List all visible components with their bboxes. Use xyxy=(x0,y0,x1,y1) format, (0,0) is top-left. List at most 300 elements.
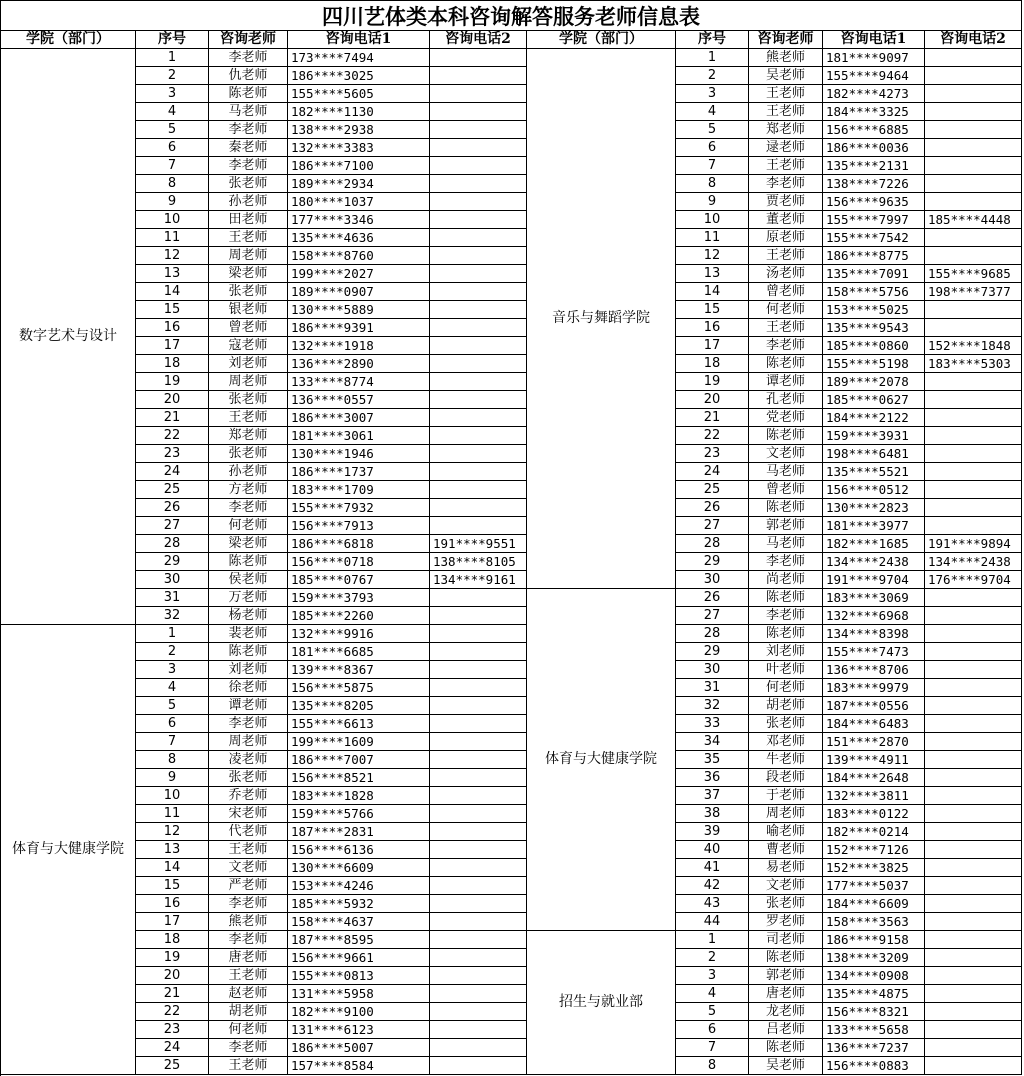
right-phone2-cell: 155****9685 xyxy=(925,265,1022,283)
right-phone2-cell xyxy=(925,967,1022,985)
left-phone2-cell xyxy=(430,823,527,841)
left-index-cell: 5 xyxy=(136,697,209,715)
left-phone2-cell xyxy=(430,301,527,319)
right-teacher-cell: 谭老师 xyxy=(749,373,823,391)
left-index-cell: 16 xyxy=(136,895,209,913)
right-phone1-cell: 133****5658 xyxy=(823,1021,925,1039)
left-index-cell: 16 xyxy=(136,319,209,337)
left-phone1-cell: 130****5889 xyxy=(288,301,430,319)
right-index-cell: 30 xyxy=(676,571,749,589)
right-phone2-cell xyxy=(925,463,1022,481)
left-teacher-cell: 文老师 xyxy=(209,859,288,877)
left-teacher-cell: 周老师 xyxy=(209,373,288,391)
left-phone1-cell: 131****6123 xyxy=(288,1021,430,1039)
left-phone1-cell: 173****7494 xyxy=(288,49,430,67)
left-phone1-cell: 185****2260 xyxy=(288,607,430,625)
left-phone1-header: 咨询电话1 xyxy=(288,31,430,49)
right-phone2-cell xyxy=(925,175,1022,193)
left-teacher-cell: 周老师 xyxy=(209,733,288,751)
left-phone2-cell xyxy=(430,661,527,679)
right-phone1-cell: 135****9543 xyxy=(823,319,925,337)
sheet-title: 四川艺体类本科咨询解答服务老师信息表 xyxy=(0,0,1022,31)
left-index-cell: 17 xyxy=(136,337,209,355)
right-teacher-cell: 王老师 xyxy=(749,103,823,121)
right-phone1-cell: 139****4911 xyxy=(823,751,925,769)
left-phone2-cell xyxy=(430,1021,527,1039)
left-phone1-cell: 186****3007 xyxy=(288,409,430,427)
right-phone2-cell xyxy=(925,877,1022,895)
right-teacher-header: 咨询老师 xyxy=(749,31,823,49)
left-index-cell: 28 xyxy=(136,535,209,553)
left-phone2-cell xyxy=(430,1057,527,1075)
left-phone1-cell: 136****2890 xyxy=(288,355,430,373)
right-index-cell: 29 xyxy=(676,643,749,661)
right-phone2-cell: 191****9894 xyxy=(925,535,1022,553)
left-phone2-cell xyxy=(430,751,527,769)
left-teacher-cell: 王老师 xyxy=(209,1057,288,1075)
left-phone2-cell xyxy=(430,391,527,409)
right-index-cell: 7 xyxy=(676,1039,749,1057)
right-phone2-cell xyxy=(925,157,1022,175)
left-phone2-header: 咨询电话2 xyxy=(430,31,527,49)
right-phone1-cell: 136****8706 xyxy=(823,661,925,679)
right-index-cell: 8 xyxy=(676,1057,749,1075)
left-index-cell: 1 xyxy=(136,49,209,67)
right-phone2-cell xyxy=(925,85,1022,103)
right-phone2-cell xyxy=(925,121,1022,139)
right-teacher-cell: 陈老师 xyxy=(749,427,823,445)
left-teacher-cell: 乔老师 xyxy=(209,787,288,805)
right-phone2-cell xyxy=(925,733,1022,751)
left-index-cell: 6 xyxy=(136,715,209,733)
right-teacher-cell: 党老师 xyxy=(749,409,823,427)
left-dept-cell: 数字艺术与设计 xyxy=(1,49,136,625)
right-phone2-cell xyxy=(925,391,1022,409)
left-index-cell: 24 xyxy=(136,463,209,481)
left-teacher-cell: 李老师 xyxy=(209,715,288,733)
left-index-cell: 32 xyxy=(136,607,209,625)
left-index-cell: 27 xyxy=(136,517,209,535)
left-teacher-cell: 陈老师 xyxy=(209,85,288,103)
right-index-cell: 4 xyxy=(676,985,749,1003)
right-phone1-cell: 186****8775 xyxy=(823,247,925,265)
left-phone2-cell xyxy=(430,247,527,265)
right-index-cell: 33 xyxy=(676,715,749,733)
left-phone1-cell: 186****9391 xyxy=(288,319,430,337)
right-phone1-cell: 181****9097 xyxy=(823,49,925,67)
left-phone2-cell xyxy=(430,805,527,823)
right-phone1-cell: 135****2131 xyxy=(823,157,925,175)
right-teacher-cell: 李老师 xyxy=(749,175,823,193)
left-phone2-cell xyxy=(430,679,527,697)
left-teacher-cell: 侯老师 xyxy=(209,571,288,589)
left-index-cell: 10 xyxy=(136,211,209,229)
left-teacher-cell: 王老师 xyxy=(209,229,288,247)
right-phone1-cell: 184****2648 xyxy=(823,769,925,787)
right-teacher-cell: 张老师 xyxy=(749,715,823,733)
right-phone1-cell: 155****7542 xyxy=(823,229,925,247)
left-index-header: 序号 xyxy=(136,31,209,49)
right-index-cell: 39 xyxy=(676,823,749,841)
left-teacher-cell: 裴老师 xyxy=(209,625,288,643)
right-teacher-cell: 曾老师 xyxy=(749,283,823,301)
right-phone2-cell xyxy=(925,103,1022,121)
right-phone1-cell: 189****2078 xyxy=(823,373,925,391)
right-index-cell: 2 xyxy=(676,67,749,85)
right-index-cell: 29 xyxy=(676,553,749,571)
left-index-cell: 31 xyxy=(136,589,209,607)
right-teacher-cell: 王老师 xyxy=(749,157,823,175)
right-index-cell: 6 xyxy=(676,139,749,157)
left-phone2-cell xyxy=(430,67,527,85)
right-index-cell: 17 xyxy=(676,337,749,355)
right-phone2-cell xyxy=(925,751,1022,769)
left-index-cell: 1 xyxy=(136,625,209,643)
right-phone2-cell xyxy=(925,67,1022,85)
right-index-cell: 3 xyxy=(676,85,749,103)
left-phone2-cell xyxy=(430,697,527,715)
left-teacher-cell: 陈老师 xyxy=(209,553,288,571)
left-phone2-cell xyxy=(430,229,527,247)
right-index-cell: 38 xyxy=(676,805,749,823)
left-teacher-cell: 王老师 xyxy=(209,409,288,427)
left-phone1-cell: 130****1946 xyxy=(288,445,430,463)
right-phone2-cell xyxy=(925,319,1022,337)
left-phone1-cell: 181****6685 xyxy=(288,643,430,661)
left-phone1-cell: 132****1918 xyxy=(288,337,430,355)
right-teacher-cell: 吕老师 xyxy=(749,1021,823,1039)
left-teacher-cell: 谭老师 xyxy=(209,697,288,715)
right-teacher-cell: 汤老师 xyxy=(749,265,823,283)
right-phone1-cell: 156****6885 xyxy=(823,121,925,139)
right-index-cell: 1 xyxy=(676,49,749,67)
left-phone2-cell xyxy=(430,409,527,427)
right-teacher-cell: 陈老师 xyxy=(749,499,823,517)
right-phone2-cell xyxy=(925,679,1022,697)
right-teacher-cell: 董老师 xyxy=(749,211,823,229)
right-index-cell: 12 xyxy=(676,247,749,265)
left-phone1-cell: 182****1130 xyxy=(288,103,430,121)
left-index-cell: 15 xyxy=(136,301,209,319)
left-index-cell: 14 xyxy=(136,859,209,877)
left-phone2-cell xyxy=(430,211,527,229)
right-phone2-cell xyxy=(925,1003,1022,1021)
left-phone2-cell xyxy=(430,283,527,301)
right-index-cell: 7 xyxy=(676,157,749,175)
right-index-cell: 31 xyxy=(676,679,749,697)
right-phone1-cell: 191****9704 xyxy=(823,571,925,589)
left-phone2-cell xyxy=(430,859,527,877)
right-teacher-cell: 原老师 xyxy=(749,229,823,247)
left-phone1-cell: 199****1609 xyxy=(288,733,430,751)
left-teacher-cell: 张老师 xyxy=(209,283,288,301)
right-index-cell: 37 xyxy=(676,787,749,805)
right-teacher-cell: 熊老师 xyxy=(749,49,823,67)
left-index-cell: 23 xyxy=(136,1021,209,1039)
right-index-cell: 13 xyxy=(676,265,749,283)
right-teacher-cell: 孔老师 xyxy=(749,391,823,409)
right-phone2-cell xyxy=(925,1057,1022,1075)
right-phone1-cell: 184****6483 xyxy=(823,715,925,733)
left-phone1-cell: 156****9661 xyxy=(288,949,430,967)
left-index-cell: 24 xyxy=(136,1039,209,1057)
right-index-cell: 15 xyxy=(676,301,749,319)
right-phone1-cell: 158****5756 xyxy=(823,283,925,301)
left-phone2-cell xyxy=(430,319,527,337)
left-teacher-cell: 张老师 xyxy=(209,391,288,409)
right-index-cell: 2 xyxy=(676,949,749,967)
right-teacher-cell: 陈老师 xyxy=(749,355,823,373)
left-phone1-cell: 182****9100 xyxy=(288,1003,430,1021)
left-phone1-cell: 187****8595 xyxy=(288,931,430,949)
left-index-cell: 13 xyxy=(136,841,209,859)
right-teacher-cell: 逯老师 xyxy=(749,139,823,157)
right-phone2-cell xyxy=(925,193,1022,211)
right-teacher-cell: 陈老师 xyxy=(749,589,823,607)
left-index-cell: 19 xyxy=(136,373,209,391)
left-teacher-cell: 王老师 xyxy=(209,841,288,859)
right-teacher-cell: 罗老师 xyxy=(749,913,823,931)
right-phone1-cell: 182****0214 xyxy=(823,823,925,841)
left-phone2-cell xyxy=(430,445,527,463)
left-index-cell: 21 xyxy=(136,409,209,427)
left-phone2-cell xyxy=(430,427,527,445)
left-index-cell: 2 xyxy=(136,67,209,85)
left-teacher-cell: 王老师 xyxy=(209,967,288,985)
left-phone1-cell: 132****9916 xyxy=(288,625,430,643)
left-teacher-cell: 凌老师 xyxy=(209,751,288,769)
left-teacher-cell: 杨老师 xyxy=(209,607,288,625)
left-teacher-cell: 周老师 xyxy=(209,247,288,265)
right-phone1-cell: 158****3563 xyxy=(823,913,925,931)
right-teacher-cell: 周老师 xyxy=(749,805,823,823)
right-dept-cell: 音乐与舞蹈学院 xyxy=(527,49,676,589)
left-teacher-cell: 徐老师 xyxy=(209,679,288,697)
left-phone2-cell xyxy=(430,715,527,733)
right-phone2-cell xyxy=(925,1021,1022,1039)
left-teacher-cell: 张老师 xyxy=(209,175,288,193)
left-phone1-cell: 156****6136 xyxy=(288,841,430,859)
left-phone2-cell xyxy=(430,265,527,283)
right-teacher-cell: 郭老师 xyxy=(749,517,823,535)
left-phone1-cell: 135****4636 xyxy=(288,229,430,247)
right-phone2-cell xyxy=(925,481,1022,499)
right-phone1-cell: 186****9158 xyxy=(823,931,925,949)
left-phone1-cell: 135****8205 xyxy=(288,697,430,715)
left-phone1-cell: 177****3346 xyxy=(288,211,430,229)
right-phone1-cell: 134****0908 xyxy=(823,967,925,985)
left-teacher-cell: 李老师 xyxy=(209,49,288,67)
right-phone2-cell xyxy=(925,895,1022,913)
left-teacher-cell: 李老师 xyxy=(209,895,288,913)
left-index-cell: 8 xyxy=(136,751,209,769)
right-phone2-cell xyxy=(925,859,1022,877)
right-teacher-cell: 郑老师 xyxy=(749,121,823,139)
right-phone2-cell xyxy=(925,697,1022,715)
left-phone2-cell xyxy=(430,193,527,211)
right-index-cell: 14 xyxy=(676,283,749,301)
left-phone2-cell xyxy=(430,121,527,139)
right-phone1-cell: 181****3977 xyxy=(823,517,925,535)
left-phone2-cell xyxy=(430,85,527,103)
right-teacher-cell: 邓老师 xyxy=(749,733,823,751)
left-phone1-cell: 183****1709 xyxy=(288,481,430,499)
left-index-cell: 9 xyxy=(136,769,209,787)
right-teacher-cell: 贾老师 xyxy=(749,193,823,211)
right-index-cell: 5 xyxy=(676,1003,749,1021)
left-teacher-cell: 寇老师 xyxy=(209,337,288,355)
right-phone2-cell xyxy=(925,409,1022,427)
right-teacher-cell: 郭老师 xyxy=(749,967,823,985)
left-phone2-cell xyxy=(430,841,527,859)
right-index-cell: 26 xyxy=(676,589,749,607)
right-index-cell: 28 xyxy=(676,625,749,643)
left-teacher-cell: 仇老师 xyxy=(209,67,288,85)
left-phone2-cell xyxy=(430,355,527,373)
left-phone2-cell xyxy=(430,337,527,355)
right-teacher-cell: 张老师 xyxy=(749,895,823,913)
left-index-cell: 19 xyxy=(136,949,209,967)
right-phone1-cell: 184****3325 xyxy=(823,103,925,121)
right-phone2-cell: 134****2438 xyxy=(925,553,1022,571)
right-index-cell: 19 xyxy=(676,373,749,391)
left-teacher-cell: 张老师 xyxy=(209,769,288,787)
right-phone1-cell: 135****4875 xyxy=(823,985,925,1003)
left-phone1-cell: 139****8367 xyxy=(288,661,430,679)
left-phone2-cell xyxy=(430,1039,527,1057)
right-index-cell: 10 xyxy=(676,211,749,229)
left-index-cell: 4 xyxy=(136,103,209,121)
left-phone1-cell: 181****3061 xyxy=(288,427,430,445)
left-teacher-cell: 刘老师 xyxy=(209,355,288,373)
left-phone2-cell xyxy=(430,589,527,607)
left-teacher-cell: 田老师 xyxy=(209,211,288,229)
left-index-cell: 3 xyxy=(136,85,209,103)
right-teacher-cell: 陈老师 xyxy=(749,1039,823,1057)
left-teacher-cell: 曾老师 xyxy=(209,319,288,337)
right-phone2-cell xyxy=(925,1039,1022,1057)
right-phone1-cell: 135****7091 xyxy=(823,265,925,283)
left-teacher-cell: 唐老师 xyxy=(209,949,288,967)
right-teacher-cell: 易老师 xyxy=(749,859,823,877)
right-phone1-cell: 185****0860 xyxy=(823,337,925,355)
right-index-cell: 21 xyxy=(676,409,749,427)
left-phone1-cell: 133****8774 xyxy=(288,373,430,391)
left-teacher-cell: 赵老师 xyxy=(209,985,288,1003)
right-dept-cell: 招生与就业部 xyxy=(527,931,676,1075)
left-index-cell: 10 xyxy=(136,787,209,805)
right-phone2-cell: 198****7377 xyxy=(925,283,1022,301)
left-phone2-cell xyxy=(430,463,527,481)
left-phone1-cell: 180****1037 xyxy=(288,193,430,211)
right-teacher-cell: 唐老师 xyxy=(749,985,823,1003)
left-phone1-cell: 186****5007 xyxy=(288,1039,430,1057)
left-teacher-cell: 孙老师 xyxy=(209,193,288,211)
right-phone1-cell: 136****7237 xyxy=(823,1039,925,1057)
left-phone1-cell: 130****6609 xyxy=(288,859,430,877)
right-phone2-cell xyxy=(925,499,1022,517)
left-teacher-cell: 马老师 xyxy=(209,103,288,121)
right-phone2-cell xyxy=(925,49,1022,67)
right-index-cell: 18 xyxy=(676,355,749,373)
left-phone1-cell: 153****4246 xyxy=(288,877,430,895)
right-teacher-cell: 于老师 xyxy=(749,787,823,805)
right-phone1-cell: 155****9464 xyxy=(823,67,925,85)
right-phone2-cell xyxy=(925,517,1022,535)
right-teacher-cell: 马老师 xyxy=(749,535,823,553)
left-index-cell: 11 xyxy=(136,229,209,247)
right-teacher-cell: 尚老师 xyxy=(749,571,823,589)
left-index-cell: 9 xyxy=(136,193,209,211)
left-phone1-cell: 156****5875 xyxy=(288,679,430,697)
left-teacher-header: 咨询老师 xyxy=(209,31,288,49)
right-phone1-cell: 183****9979 xyxy=(823,679,925,697)
left-phone1-cell: 189****0907 xyxy=(288,283,430,301)
right-index-cell: 6 xyxy=(676,1021,749,1039)
right-phone1-cell: 183****3069 xyxy=(823,589,925,607)
left-index-cell: 7 xyxy=(136,157,209,175)
left-teacher-cell: 方老师 xyxy=(209,481,288,499)
left-index-cell: 14 xyxy=(136,283,209,301)
left-phone2-cell xyxy=(430,49,527,67)
right-index-cell: 44 xyxy=(676,913,749,931)
right-phone1-cell: 152****3825 xyxy=(823,859,925,877)
left-phone1-cell: 199****2027 xyxy=(288,265,430,283)
right-teacher-cell: 喻老师 xyxy=(749,823,823,841)
left-index-cell: 26 xyxy=(136,499,209,517)
left-teacher-cell: 万老师 xyxy=(209,589,288,607)
left-phone1-cell: 155****5605 xyxy=(288,85,430,103)
right-index-cell: 22 xyxy=(676,427,749,445)
right-phone1-cell: 132****3811 xyxy=(823,787,925,805)
left-teacher-cell: 陈老师 xyxy=(209,643,288,661)
right-teacher-cell: 李老师 xyxy=(749,607,823,625)
left-dept-cell: 体育与大健康学院 xyxy=(1,625,136,1075)
right-phone1-cell: 184****6609 xyxy=(823,895,925,913)
right-teacher-cell: 何老师 xyxy=(749,301,823,319)
right-teacher-cell: 段老师 xyxy=(749,769,823,787)
left-phone2-cell xyxy=(430,517,527,535)
left-phone2-cell xyxy=(430,643,527,661)
right-index-cell: 23 xyxy=(676,445,749,463)
left-teacher-cell: 郑老师 xyxy=(209,427,288,445)
right-teacher-cell: 马老师 xyxy=(749,463,823,481)
left-index-cell: 25 xyxy=(136,1057,209,1075)
right-phone2-cell xyxy=(925,769,1022,787)
left-phone1-cell: 189****2934 xyxy=(288,175,430,193)
right-phone1-cell: 134****8398 xyxy=(823,625,925,643)
left-teacher-cell: 何老师 xyxy=(209,517,288,535)
left-dept-header: 学院（部门） xyxy=(1,31,136,49)
right-index-cell: 42 xyxy=(676,877,749,895)
right-phone2-cell xyxy=(925,841,1022,859)
right-phone2-cell xyxy=(925,589,1022,607)
right-phone2-cell xyxy=(925,445,1022,463)
left-teacher-cell: 熊老师 xyxy=(209,913,288,931)
left-index-cell: 15 xyxy=(136,877,209,895)
left-phone1-cell: 158****8760 xyxy=(288,247,430,265)
left-phone2-cell xyxy=(430,967,527,985)
right-teacher-cell: 文老师 xyxy=(749,877,823,895)
left-phone1-cell: 155****6613 xyxy=(288,715,430,733)
right-phone2-cell xyxy=(925,949,1022,967)
right-phone1-cell: 155****7473 xyxy=(823,643,925,661)
right-dept-header: 学院（部门） xyxy=(527,31,676,49)
right-phone1-cell: 182****1685 xyxy=(823,535,925,553)
left-teacher-cell: 刘老师 xyxy=(209,661,288,679)
right-teacher-cell: 陈老师 xyxy=(749,949,823,967)
left-phone1-cell: 156****8521 xyxy=(288,769,430,787)
